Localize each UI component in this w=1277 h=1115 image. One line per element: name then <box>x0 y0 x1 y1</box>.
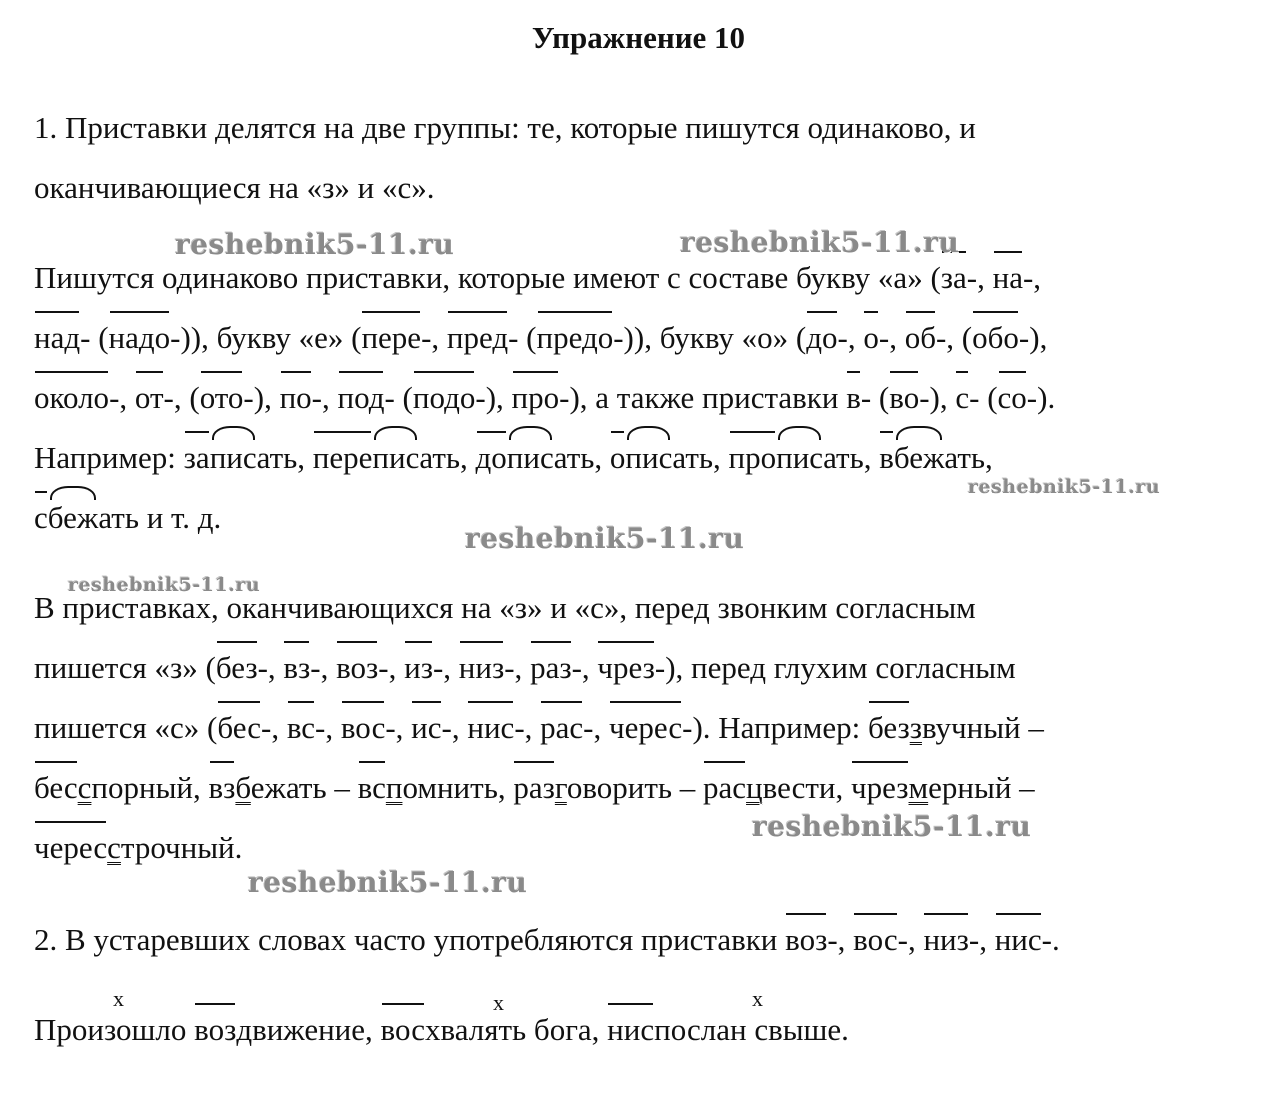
text-fragment: -, <box>966 260 993 295</box>
prefix-mark: до <box>476 428 507 488</box>
text-fragment: -), <box>475 380 512 415</box>
prefix-mark: от <box>135 368 164 428</box>
text-fragment: -), <box>919 380 956 415</box>
prefix-mark: вз <box>283 638 310 698</box>
prefix-mark: нис <box>467 698 514 758</box>
prefix-mark: раз <box>530 638 572 698</box>
text-fragment: омнить, <box>402 770 514 805</box>
prefix-mark: над <box>34 308 80 368</box>
root-mark: пис <box>776 428 823 488</box>
text-fragment: -, <box>1022 260 1042 295</box>
text-fragment: -)), букву «е» ( <box>170 320 362 355</box>
text-fragment: - ( <box>80 320 109 355</box>
prefix-mark: за <box>184 428 210 488</box>
text-fragment: - ( <box>860 380 890 415</box>
paragraph-2 <box>34 248 1244 548</box>
text-fragment: Произошло <box>34 1012 195 1047</box>
watermark: reshebnik5-11.ru <box>175 228 455 261</box>
text-fragment: -), а также приставки <box>559 380 847 415</box>
stress-mark: х <box>113 986 124 1011</box>
text-fragment: оканчивающиеся на «з» и «с». <box>34 170 435 205</box>
root-mark: пис <box>625 428 672 488</box>
text-fragment: -)), букву «о» ( <box>613 320 807 355</box>
prefix-mark: предо <box>537 308 614 368</box>
text-fragment: оворить – <box>566 770 704 805</box>
paragraph-3 <box>34 578 1244 878</box>
prefix-mark: без <box>216 638 258 698</box>
text-fragment: -, <box>378 650 405 685</box>
page-title: Упражнение 10 <box>531 20 746 55</box>
text-fragment: -, <box>968 922 995 957</box>
text-fragment: -, <box>385 710 412 745</box>
prefix-mark: со <box>998 368 1027 428</box>
text-fragment: -, <box>441 710 468 745</box>
prefix-mark: воз <box>194 1000 236 1060</box>
text-fragment: -, <box>571 650 598 685</box>
prefix-mark: в <box>846 368 861 428</box>
root-mark: беж <box>894 428 945 488</box>
prefix-mark: за <box>941 248 967 308</box>
text-fragment: ать, <box>419 440 476 475</box>
text-fragment: послан свыше. <box>654 1012 849 1047</box>
text-fragment: - ( <box>969 380 998 415</box>
text-fragment: ерный – <box>928 770 1035 805</box>
text-fragment: -), <box>243 380 280 415</box>
prefix-mark: пред <box>447 308 508 368</box>
text-fragment: - ( <box>508 320 537 355</box>
prefix-mark: нис <box>607 1000 654 1060</box>
letter-mark: с <box>77 770 92 805</box>
prefix-mark: ото <box>200 368 244 428</box>
prefix-mark: черес <box>34 818 107 878</box>
prefix-mark: вос <box>853 910 897 970</box>
root-mark: пис <box>507 428 554 488</box>
prefix-mark: рас <box>703 758 746 818</box>
text-fragment: пишется «с» ( <box>34 710 218 745</box>
root-mark: пис <box>210 428 257 488</box>
letter-mark: г <box>554 770 567 805</box>
prefix-mark: о <box>863 308 879 368</box>
text-fragment: -. <box>1041 922 1060 957</box>
text-fragment: -, <box>878 320 905 355</box>
text-fragment: 1. Приставки делятся на две группы: те, которые пишутся одинаково, и <box>34 110 976 145</box>
prefix-mark: на <box>993 248 1023 308</box>
text-fragment: вести, <box>762 770 852 805</box>
stress-mark: х <box>752 986 763 1011</box>
watermark: reshebnik5-11.ru <box>68 574 261 596</box>
prefix-mark: о <box>610 428 626 488</box>
watermark: reshebnik5-11.ru <box>680 226 960 259</box>
prefix-mark: с <box>34 488 48 548</box>
prefix-mark: чрез <box>597 638 654 698</box>
paragraph-5 <box>34 1000 1244 1060</box>
text-fragment: -, <box>109 380 135 415</box>
text-fragment: пишется «з» ( <box>34 650 216 685</box>
watermark: reshebnik5-11.ru <box>752 810 1032 843</box>
text-fragment: -, <box>257 650 284 685</box>
prefix-mark: вс <box>287 698 315 758</box>
text-fragment: 2. В устаревших словах часто употребляются приставки <box>34 922 786 957</box>
prefix-mark: пере <box>313 428 373 488</box>
prefix-mark: об <box>905 308 936 368</box>
text-fragment: -, <box>827 922 854 957</box>
text-fragment: -, <box>311 380 338 415</box>
letter-mark: м <box>908 770 929 805</box>
text-fragment: ать, <box>823 440 880 475</box>
text-fragment: движение, <box>236 1012 381 1047</box>
watermark: reshebnik5-11.ru <box>968 476 1161 498</box>
text-fragment: -, <box>261 710 287 745</box>
text-fragment: вучный – <box>921 710 1044 745</box>
prefix-mark: черес <box>609 698 682 758</box>
letter-mark: ц <box>746 770 763 805</box>
prefix-mark: бес <box>34 758 78 818</box>
prefix-mark: чрез <box>851 758 908 818</box>
letter-mark: п <box>385 770 403 805</box>
prefix-mark: воз <box>785 910 827 970</box>
prefix-mark: надо <box>109 308 171 368</box>
prefix-mark: низ <box>459 638 504 698</box>
text-fragment: ежать – <box>250 770 358 805</box>
text-fragment: -, <box>897 922 924 957</box>
text-fragment: -, <box>432 650 459 685</box>
prefix-mark: под <box>338 368 385 428</box>
text-fragment: ать и т. д. <box>98 500 222 535</box>
text-fragment: -, <box>421 320 447 355</box>
watermark: reshebnik5-11.ru <box>465 522 745 555</box>
text-fragment: хвалять бога, <box>425 1012 608 1047</box>
prefix-mark: воз <box>336 638 378 698</box>
prefix-mark: до <box>806 308 837 368</box>
text-fragment: - ( <box>384 380 413 415</box>
prefix-mark: рас <box>540 698 583 758</box>
watermark: reshebnik5-11.ru <box>248 866 528 899</box>
text-fragment: -, ( <box>935 320 973 355</box>
prefix-mark: нис <box>995 910 1042 970</box>
prefix-mark: во <box>889 368 919 428</box>
text-fragment: -), <box>1018 320 1048 355</box>
letter-mark: з <box>909 710 922 745</box>
root-mark: беж <box>48 488 99 548</box>
text-fragment: порный, <box>91 770 209 805</box>
prefix-mark: вос <box>381 1000 425 1060</box>
prefix-mark: подо <box>413 368 475 428</box>
text-fragment: -, <box>514 710 541 745</box>
text-fragment: -, <box>315 710 341 745</box>
text-fragment: В приставках, оканчивающихся на «з» и «с», перед звонким согласным <box>34 590 976 625</box>
text-fragment: -, <box>504 650 531 685</box>
letter-mark: с <box>107 830 121 865</box>
prefix-mark: обо <box>972 308 1019 368</box>
prefix-mark: про <box>729 428 777 488</box>
prefix-mark: низ <box>923 910 968 970</box>
text-fragment: Пишутся одинаково приставки, которые имеют с составе букву «а» ( <box>34 260 941 295</box>
prefix-mark: вс <box>358 758 386 818</box>
text-fragment: -). Например: <box>682 710 868 745</box>
text-fragment: -). <box>1026 380 1056 415</box>
prefix-mark: в <box>879 428 894 488</box>
letter-mark: б <box>235 770 251 805</box>
text-fragment: Например: <box>34 440 184 475</box>
prefix-mark: около <box>34 368 109 428</box>
prefix-mark: ис <box>411 698 441 758</box>
text-fragment: ать, <box>944 440 993 475</box>
paragraph-1 <box>34 98 1244 218</box>
text-fragment: -, <box>837 320 864 355</box>
prefix-mark: по <box>280 368 312 428</box>
paragraph-4 <box>34 910 1244 970</box>
prefix-mark: с <box>955 368 969 428</box>
text-fragment: -), перед глухим согласным <box>654 650 1016 685</box>
prefix-mark: вз <box>209 758 236 818</box>
prefix-mark: без <box>868 698 910 758</box>
text-fragment: -, <box>310 650 337 685</box>
prefix-mark: бес <box>217 698 261 758</box>
prefix-mark: про <box>512 368 560 428</box>
prefix-mark: из <box>404 638 433 698</box>
text-fragment: трочный. <box>120 830 243 865</box>
root-mark: пис <box>372 428 419 488</box>
prefix-mark: пере <box>361 308 421 368</box>
text-fragment: -, ( <box>163 380 200 415</box>
prefix-mark: вос <box>341 698 385 758</box>
prefix-mark: раз <box>513 758 555 818</box>
text-fragment: ать, <box>672 440 729 475</box>
text-fragment: ать, <box>553 440 610 475</box>
text-fragment: ать, <box>256 440 313 475</box>
text-fragment: -, <box>583 710 609 745</box>
stress-mark: х <box>493 990 504 1015</box>
